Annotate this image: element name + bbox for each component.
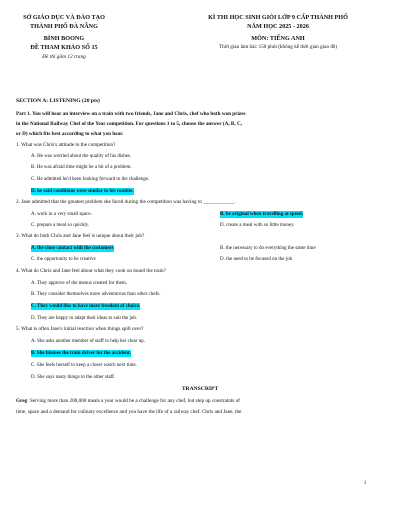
q1-option-a: A. He was worried about the quality of his dishes. [31, 154, 132, 159]
q1-option-d: D. he said conditions were similar to his routine. [31, 189, 134, 194]
question-4: 4. What do Chris and Jane feel about what they cook on board the train? [16, 268, 166, 274]
part1-instruction-line2: in the National Railway Chef of the Year competition. For questions 1 to 5, choose the answer (A, B, C, [16, 121, 243, 127]
q2-option-c: C. prepare a meal so quickly. [31, 223, 90, 228]
transcript-text-1: : Serving more than 200,000 meals a year would be a challenge for any chef, but step up constraints of [27, 398, 240, 404]
question-5: 5. What is often Jane's initial reaction when things spill over? [16, 326, 144, 332]
q5-option-a: A. She asks another member of staff to help her clear up. [31, 339, 145, 344]
q3-option-b: B. the necessary to do everything the same time [220, 246, 316, 251]
section-title: SECTION A: LISTENING (20 pts) [16, 98, 100, 104]
q2-option-a: A. work in a very small space. [31, 212, 92, 217]
question-2: 2. Jane admitted that the greatest problem she faced during the competition was having to ____________. [16, 199, 236, 205]
time-allowed: Thời gian làm bài: 150 phút (không kể thời gian giao đề) [218, 44, 337, 50]
author-name: BÌNH BOONG [43, 35, 85, 42]
exam-title: KÌ THI HỌC SINH GIỎI LỚP 9 CẤP THÀNH PHỐ [208, 14, 348, 21]
transcript-line1 [16, 398, 240, 405]
q2-option-b: B. be original when travelling at speed. [220, 212, 304, 217]
department-name: SỞ GIÁO DỤC VÀ ĐÀO TẠO [23, 14, 105, 21]
city-name: THÀNH PHỐ ĐÀ NẴNG [30, 23, 98, 30]
q5-option-d: D. She says nasty things to the other staff. [31, 375, 116, 380]
q4-option-d: D. They are happy to adapt their ideas to suit the job. [31, 316, 138, 321]
q4-option-c: C. They would like to have more freedom of choice. [31, 304, 141, 309]
q5-option-c: C. She feels herself to keep a closer watch next time. [31, 363, 137, 368]
transcript-title: TRANSCRIPT [181, 386, 219, 392]
page-number: 1 [363, 480, 367, 486]
q1-option-b: B. He was afraid time might be a bit of a problem. [31, 165, 132, 170]
q4-option-a: A. They approve of the menus created for them. [31, 281, 127, 286]
part1-instruction-line1: Part 1. You will hear an interview on a train with two friends, Jane and Chris, chef who both won prizes [16, 111, 246, 117]
q5-option-b: B. She blames the train driver for the accident. [31, 351, 131, 356]
q2-option-d: D. create a meal with so little money. [220, 223, 295, 228]
q1-option-c: C. He admitted he'd been looking forward to the challenge. [31, 177, 150, 182]
subject: MÔN: TIẾNG ANH [251, 35, 305, 42]
q3-option-d: D. the need to be focused on the job [220, 257, 293, 262]
page-count-note: Đề thi gồm 12 trang [42, 54, 86, 60]
part1-instruction-line3: or D) which fits best according to what you hear. [16, 131, 124, 137]
exam-code: ĐỀ THAM KHẢO SỐ 15 [30, 44, 98, 51]
q3-option-a: A. the close contact with the customers [31, 246, 114, 251]
q3-option-c: C. the opportunity to be creative [31, 257, 96, 262]
question-1: 1. What was Chris's attitude to the competition? [16, 142, 116, 148]
q4-option-b: B. They consider themselves more adventurous than other chefs. [31, 292, 161, 297]
school-year: NĂM HỌC 2025 - 2026 [247, 23, 309, 30]
transcript-line2: time, space and a demand for culinary excellence and you have the life of a railway chef. Chris and Jane, the [16, 409, 242, 415]
question-3: 3. What do both Chris and Jane feel is unique about their job? [16, 233, 145, 239]
speaker-name: Greg [16, 398, 28, 404]
